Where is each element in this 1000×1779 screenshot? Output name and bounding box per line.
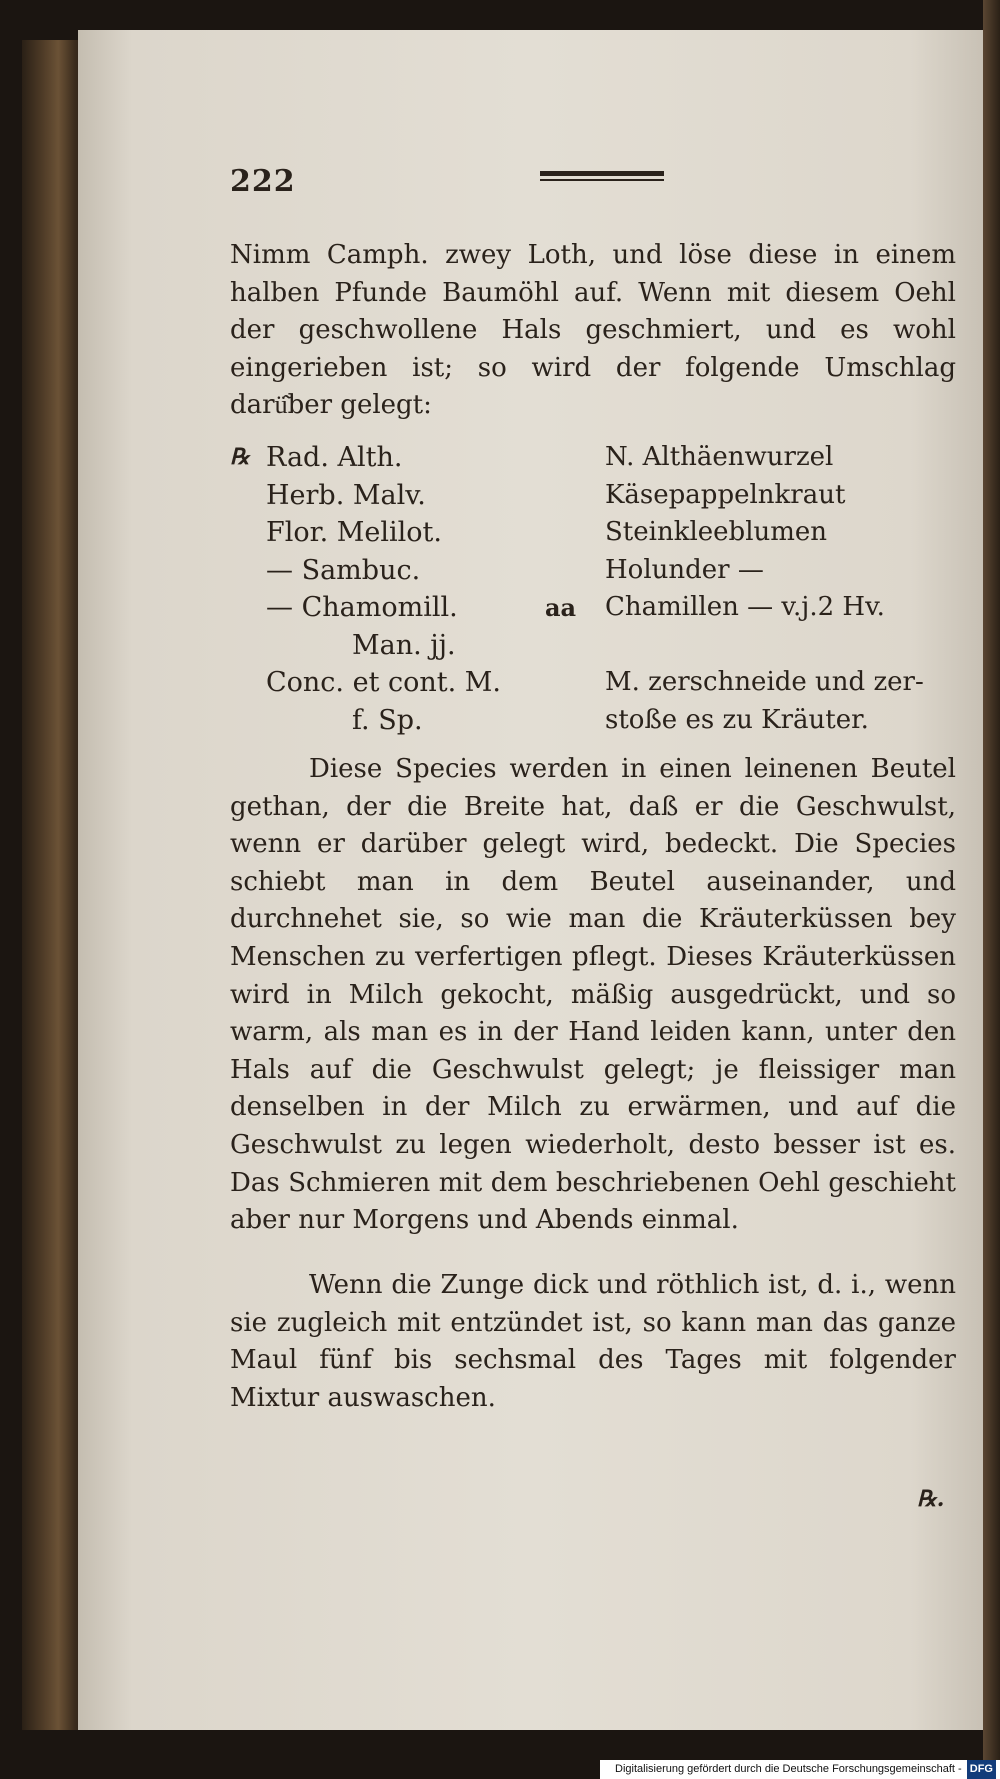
recipe-german-line: stoße es zu Kräuter. — [605, 704, 869, 735]
recipe-latin-line: Flor. Melilot. — [266, 517, 442, 548]
recipe-german-line: Holunder — — [605, 554, 764, 585]
recipe-latin-line: — Sambuc. — [266, 554, 421, 586]
recipe-german-line: N. Althäenwurzel — [605, 442, 834, 472]
recipe-german-line: M. zerschneide und zer- — [605, 667, 924, 697]
paragraph-3: Wenn die Zunge dick und röthlich ist, d. i., wenn sie zugleich mit entzündet ist, so kann man das ganze Maul fünf bis sechsmal des Tages mit folgender Mixtur auswaschen. — [230, 1270, 956, 1413]
book-right-edge — [983, 0, 1000, 1779]
recipe-latin-line: Man. jj. — [352, 629, 456, 661]
recipe-latin-column — [230, 439, 600, 739]
recipe-latin-line — [230, 589, 600, 627]
paragraph-1: Nimm Camph. zwey Loth, und löse diese in einem halben Pfunde Baumöhl auf. Wenn mit diesem Oehl der geschwollene Hals geschmiert, und es wohl eingerieben ist; so wird der folgende Umschlag darü͂ber gelegt: — [230, 240, 956, 421]
page-number: 222 — [230, 164, 296, 199]
catchword: ℞. — [917, 1486, 945, 1512]
recipe-aa-mark: aa — [545, 593, 577, 622]
paragraph-2: Diese Species werden in einen leinenen Beutel gethan, der die Breite hat, daß er die Geschwulst, wenn er darüber gelegt wird, bedeckt. Die Species schiebt man in dem Beutel auseinander, und durchnehet sie, so wie man die Kräuterküssen bey Menschen zu verfertigen pflegt. Dieses Kräuterküssen wird in Milch gekocht, mäßig ausgedrückt, und so warm, als man es in der Hand leiden kann, unter den Hals auf die Geschwulst gelegt; je fleissiger man denselben in der Milch zu erwärmen, und auf die Geschwulst zu legen wiederholt, desto besser ist es. Das Schmieren mit dem beschriebenen Oehl geschieht aber nur Morgens und Abends einmal. — [230, 754, 956, 1236]
recipe-latin-line — [230, 439, 600, 477]
recipe-german-line: Steinkleeblumen — [605, 517, 828, 547]
rx-symbol: ℞ — [230, 444, 250, 470]
recipe-latin-line: Herb. Malv. — [266, 479, 426, 511]
recipe-latin-text: Rad. Alth. — [266, 442, 403, 473]
footer-text: Digitalisierung gefördert durch die Deutsche Forschungsgemeinschaft - — [615, 1763, 962, 1775]
recipe-german-line: Käsepappelnkraut — [605, 479, 846, 510]
recipe-latin-line: f. Sp. — [352, 704, 423, 736]
dfg-logo: DFG — [967, 1760, 996, 1779]
recipe-german-column — [605, 439, 965, 739]
recipe-latin-line: Conc. et cont. M. — [266, 667, 502, 698]
recipe-latin-text: — Chamomill. — [266, 592, 458, 623]
recipe-german-line: Chamillen — v.j.2 Hv. — [605, 592, 885, 622]
header-rule — [540, 171, 664, 181]
digitization-footer — [600, 1760, 1000, 1779]
recipe-block — [230, 439, 960, 739]
recipe-german-spacer — [605, 627, 965, 665]
